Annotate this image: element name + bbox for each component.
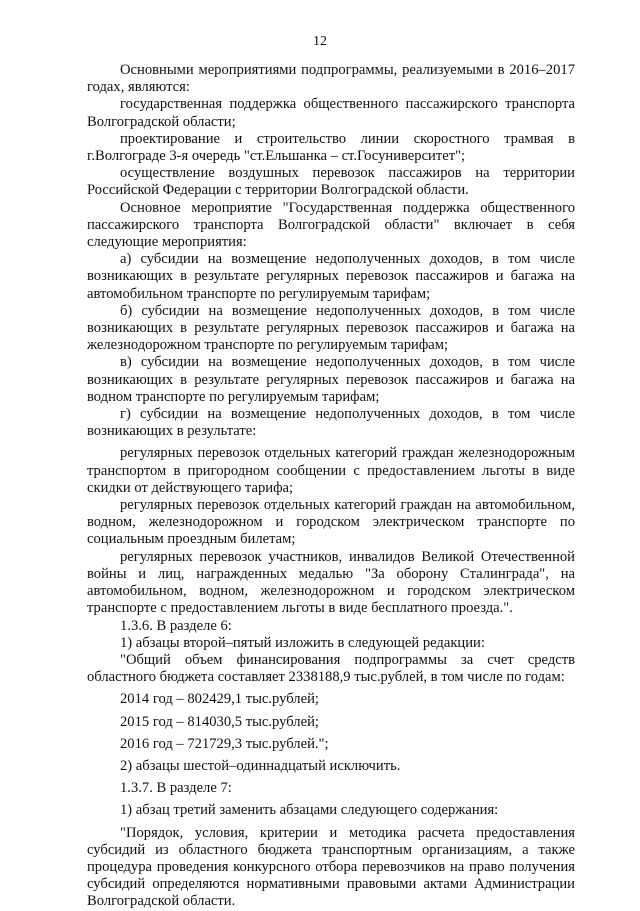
paragraph-funding-2014: 2014 год – 802429,1 тыс.рублей;: [120, 691, 319, 708]
paragraph-section-6-item-1: 1) абзацы второй–пятый изложить в следующей редакции:: [120, 634, 485, 651]
paragraph-main-activities-intro: Основными мероприятиями подпрограммы, реализуемыми в 2016–2017 годах, являются:: [87, 62, 575, 96]
paragraph-tram-line: проектирование и строительство линии скоростного трамвая в г.Волгограде 3-я очередь "ст.Ельшанка – ст.Госуниверситет";: [87, 130, 575, 165]
paragraph-funding-2015: 2015 год – 814030,5 тыс.рублей;: [120, 713, 319, 730]
paragraph-subsidy-b: б) субсидии на возмещение недополученных доходов, в том числе возникающих в результате регулярных перевозок пассажиров и багажа на железнодорожном транспорте по регулируемым тарифам;: [87, 302, 575, 354]
paragraph-main-activity-includes: Основное мероприятие "Государственная поддержка общественного пассажирского транспорта Волгоградской области" включает в себя следующие мероприятия:: [87, 199, 575, 251]
paragraph-section-6-item-2: 2) абзацы шестой–одиннадцатый исключить.: [120, 757, 401, 774]
paragraph-section-6-heading: 1.3.6. В разделе 6:: [120, 617, 232, 634]
page-number: 12: [313, 34, 327, 49]
paragraph-section-7-item-1: 1) абзац третий заменить абзацами следующего содержания:: [120, 802, 499, 819]
paragraph-section-7-heading: 1.3.7. В разделе 7:: [120, 780, 232, 797]
paragraph-subsidy-c: в) субсидии на возмещение недополученных доходов, в том числе возникающих в результате регулярных перевозок пассажиров и багажа на водном транспорте по регулируемым тарифам;: [87, 354, 575, 405]
paragraph-rail-discount: регулярных перевозок отдельных категорий граждан железнодорожным транспортом в пригородном сообщении с предоставлением льготы в виде скидки от действующего тарифа;: [87, 445, 575, 496]
paragraph-air-transport: осуществление воздушных перевозок пассажиров на территории Российской Федерации с территории Волгоградской области.: [87, 165, 575, 199]
paragraph-social-tickets: регулярных перевозок отдельных категорий граждан на автомобильном, водном, железнодорожном и городском электрическом транспорте по социальным проездным билетам;: [87, 497, 575, 548]
paragraph-state-support: государственная поддержка общественного пассажирского транспорта Волгоградской области;: [87, 96, 575, 130]
paragraph-funding-total: "Общий объем финансирования подпрограммы за счет средств областного бюджета составляет 2338188,9 тыс.рублей, в том числе по годам:: [87, 651, 575, 686]
paragraph-subsidy-d: г) субсидии на возмещение недополученных доходов, в том числе возникающих в результате:: [87, 406, 575, 440]
paragraph-veterans: регулярных перевозок участников, инвалидов Великой Отечественной войны и лиц, награжденных медалью "За оборону Сталинграда", на автомобильном, водном, железнодорожном и городском электрическом транспорте с предоставлением льготы в виде бесплатного проезда.".: [87, 548, 575, 617]
document-body: [87, 62, 575, 911]
paragraph-funding-2016: 2016 год – 721729,3 тыс.рублей.";: [120, 735, 329, 752]
paragraph-subsidy-procedure: "Порядок, условия, критерии и методика расчета предоставления субсидий из областного бюджета транспортным организациям, а также процедура проведения конкурсного отбора перевозчиков на право получения субсидий определяются нормативными правовыми актами Администрации Волгоградской области.: [87, 824, 575, 910]
paragraph-subsidy-a: а) субсидии на возмещение недополученных доходов, в том числе возникающих в результате регулярных перевозок пассажиров и багажа на автомобильном транспорте по регулируемым тарифам;: [87, 251, 575, 302]
